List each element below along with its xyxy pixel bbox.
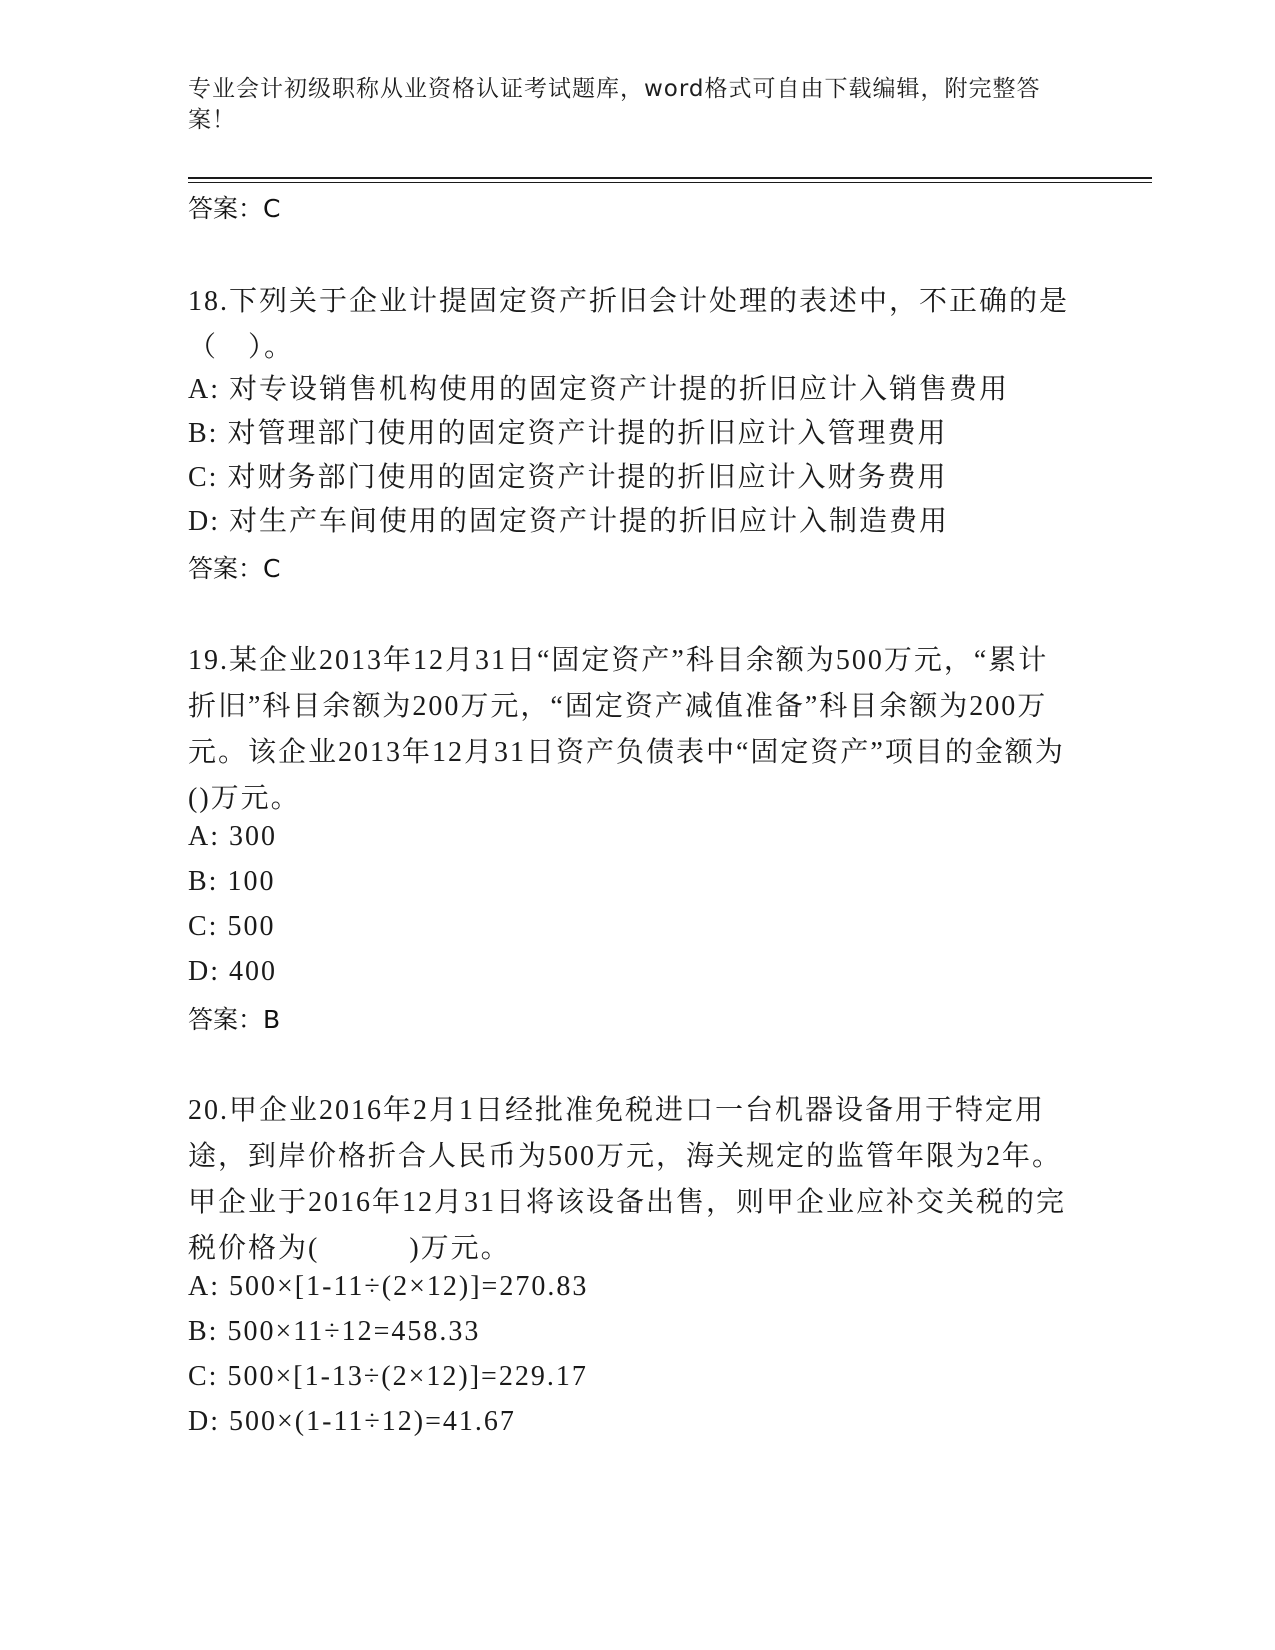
header-rule-thin: [188, 182, 1152, 183]
question-18-stem: 18.下列关于企业计提固定资产折旧会计处理的表述中，不正确的是（ ）。: [188, 286, 1070, 363]
question-20-option-a: A: 500×[1-11÷(2×12)]=270.83: [188, 1271, 589, 1302]
question-19-option-a: A: 300: [188, 821, 277, 852]
question-20-option-b: B: 500×11÷12=458.33: [188, 1316, 481, 1347]
question-18-option-d: D: 对生产车间使用的固定资产计提的折旧应计入制造费用: [188, 506, 950, 537]
header-rule-thick: [188, 177, 1152, 179]
question-20-option-d: D: 500×(1-11÷12)=41.67: [188, 1406, 516, 1437]
question-18-option-a: A: 对专设销售机构使用的固定资产计提的折旧应计入销售费用: [188, 374, 1010, 405]
question-19-stem: 19.某企业2013年12月31日“固定资产”科目余额为500万元，“累计折旧”科目余额为200万元，“固定资产减值准备”科目余额为200万元。该企业2013年12月31日资产负债表中“固定资产”项目的金额为()万元。: [188, 645, 1065, 814]
question-18-option-c: C: 对财务部门使用的固定资产计提的折旧应计入财务费用: [188, 462, 948, 493]
document-header: 专业会计初级职称从业资格认证考试题库，word格式可自由下载编辑，附完整答案！: [188, 76, 1041, 133]
question-18-answer: 答案：C: [188, 554, 281, 583]
question-18-option-b: B: 对管理部门使用的固定资产计提的折旧应计入管理费用: [188, 418, 948, 449]
question-19-option-b: B: 100: [188, 866, 276, 897]
question-19-option-d: D: 400: [188, 956, 277, 987]
question-20-option-c: C: 500×[1-13÷(2×12)]=229.17: [188, 1361, 588, 1392]
question-20-stem: 20.甲企业2016年2月1日经批准免税进口一台机器设备用于特定用途，到岸价格折合人民币为500万元，海关规定的监管年限为2年。甲企业于2016年12月31日将该设备出售，则甲企业应补交关税的完税价格为( )万元。: [188, 1095, 1067, 1264]
answer-previous: 答案：C: [188, 194, 281, 223]
question-19-answer: 答案：B: [188, 1005, 281, 1034]
question-19-option-c: C: 500: [188, 911, 276, 942]
